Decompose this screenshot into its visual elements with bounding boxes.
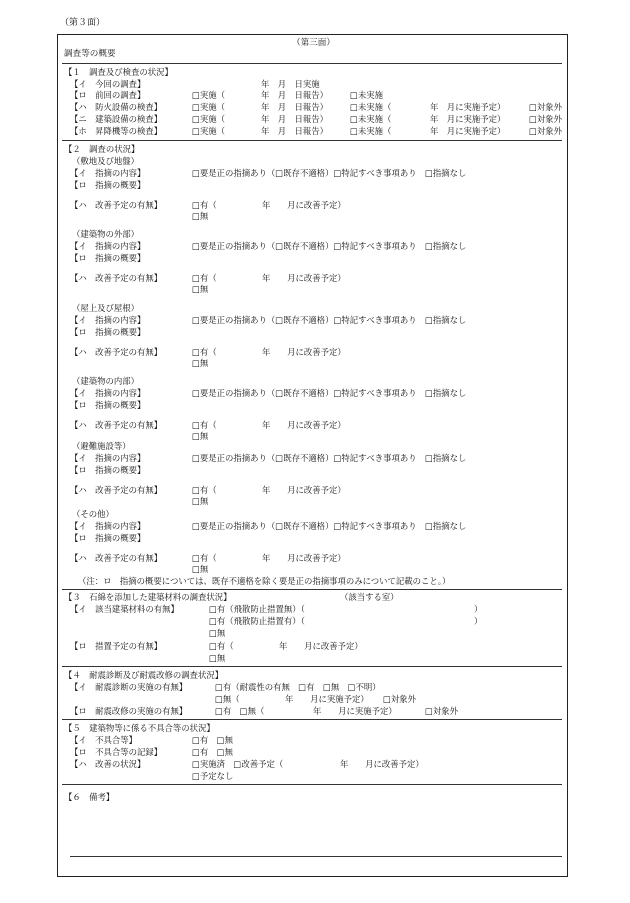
inner-page-label: （第三面） <box>292 38 335 48</box>
s2-improve-date: 年 月に改善予定） <box>262 200 346 210</box>
s2-group-title: （その他） <box>72 509 114 519</box>
s4-retrofit-date: 年 月に実施予定） <box>313 706 397 716</box>
s4-diagnosis-na[interactable]: □対象外 <box>383 694 417 704</box>
s5-record-label: 【ロ 不具合等の記録】 <box>70 747 163 757</box>
s4-retrofit-label: 【ロ 耐震改修の実施の有無】 <box>70 706 188 716</box>
s2-improve-label: 【ハ 改善予定の有無】 <box>70 420 163 430</box>
s3-measure-label: 【ロ 措置予定の有無】 <box>70 641 163 651</box>
s2-improve-yes[interactable]: □有（ <box>192 273 217 283</box>
remarks-underline <box>70 856 562 857</box>
s2-improve-no[interactable]: □無 <box>192 431 209 441</box>
s1-row-date: 年 月 日報告） <box>261 90 328 100</box>
divider <box>62 719 562 720</box>
s2-pointing-label: 【イ 指摘の内容】 <box>70 315 146 325</box>
s2-improve-date: 年 月に改善予定） <box>262 553 346 563</box>
s4-retrofit-options[interactable]: □有 □無（ <box>215 706 265 716</box>
s1-row-implemented[interactable]: □実施（ <box>192 90 226 100</box>
s1-row-label: 【イ 今回の調査】 <box>70 79 146 89</box>
s2-improve-label: 【ハ 改善予定の有無】 <box>70 200 163 210</box>
outer-page-label: （第３面） <box>60 18 106 28</box>
s1-row-planned: 年 月に実施予定） <box>430 102 506 112</box>
s2-group-title: （敷地及び地盤） <box>72 156 139 166</box>
section-1-title: 【１ 調査及び検査の状況】 <box>64 67 173 77</box>
s2-group-title: （建築物の内部） <box>72 376 139 386</box>
s2-pointing-label: 【イ 指摘の内容】 <box>70 241 146 251</box>
s3-close-paren: ） <box>474 616 483 626</box>
s1-row-implemented[interactable]: □実施（ <box>192 102 226 112</box>
s3-close-paren: ） <box>474 604 483 614</box>
s2-summary-label: 【ロ 指摘の概要】 <box>70 327 146 337</box>
s2-pointing-label: 【イ 指摘の内容】 <box>70 521 146 531</box>
s2-summary-label: 【ロ 指摘の概要】 <box>70 180 146 190</box>
s5-record-options[interactable]: □有 □無 <box>192 747 233 757</box>
s2-pointing-options[interactable]: □要是正の指摘あり（□既存不適格）□特記すべき事項あり □指摘なし <box>192 168 467 178</box>
s2-improve-label: 【ハ 改善予定の有無】 <box>70 347 163 357</box>
s2-pointing-options[interactable]: □要是正の指摘あり（□既存不適格）□特記すべき事項あり □指摘なし <box>192 315 467 325</box>
s1-row-not-applicable[interactable]: □対象外 <box>529 114 563 124</box>
s2-group-title: （避難施設等） <box>72 441 131 451</box>
s2-improve-yes[interactable]: □有（ <box>192 485 217 495</box>
s2-pointing-options[interactable]: □要是正の指摘あり（□既存不適格）□特記すべき事項あり □指摘なし <box>192 521 467 531</box>
s1-row-not-implemented[interactable]: □未実施（ <box>350 102 392 112</box>
divider <box>62 140 562 141</box>
s2-summary-label: 【ロ 指摘の概要】 <box>70 400 146 410</box>
s4-diagnosis-label: 【イ 耐震診断の実施の有無】 <box>70 682 188 692</box>
section-6-title: 【６ 備考】 <box>64 792 115 802</box>
s2-improve-no[interactable]: □無 <box>192 496 209 506</box>
s1-row-date: 年 月 日報告） <box>261 126 328 136</box>
s2-improve-yes[interactable]: □有（ <box>192 200 217 210</box>
s1-row-planned: 年 月に実施予定） <box>430 126 506 136</box>
section-3-title: 【３ 石綿を添加した建築材料の調査状況】 <box>64 592 232 602</box>
s2-improve-label: 【ハ 改善予定の有無】 <box>70 273 163 283</box>
s2-improve-date: 年 月に改善予定） <box>262 420 346 430</box>
s2-summary-label: 【ロ 指摘の概要】 <box>70 533 146 543</box>
section-2-title: 【２ 調査の状況】 <box>64 144 140 154</box>
s1-row-date: 年 月 日実施 <box>261 79 320 89</box>
s1-row-not-implemented[interactable]: □未実施（ <box>350 126 392 136</box>
s3-measure-yes[interactable]: □有（ <box>209 641 234 651</box>
s4-diagnosis-no[interactable]: □無（ <box>215 694 240 704</box>
s2-improve-no[interactable]: □無 <box>192 358 209 368</box>
s2-summary-label: 【ロ 指摘の概要】 <box>70 465 146 475</box>
s2-improve-date: 年 月に改善予定） <box>262 485 346 495</box>
s3-room-label: （該当する室） <box>340 592 399 602</box>
s5-improvement-none[interactable]: □予定なし <box>192 771 234 781</box>
s1-row-label: 【ニ 建築設備の検査】 <box>70 114 163 124</box>
section-5-title: 【５ 建築物等に係る不具合等の状況】 <box>64 723 215 733</box>
s1-row-planned: 年 月に実施予定） <box>430 114 506 124</box>
s3-material-option-1[interactable]: □有（飛散防止措置無）（ <box>209 604 305 614</box>
divider <box>62 63 562 64</box>
s2-summary-label: 【ロ 指摘の概要】 <box>70 253 146 263</box>
divider <box>62 784 562 785</box>
s5-improvement-date: 年 月に改善予定） <box>340 759 424 769</box>
s1-row-not-applicable[interactable]: □対象外 <box>529 102 563 112</box>
s1-row-implemented[interactable]: □実施（ <box>192 114 226 124</box>
s3-material-option-2[interactable]: □有（飛散防止措置有）（ <box>209 616 305 626</box>
s5-defect-label: 【イ 不具合等】 <box>70 735 137 745</box>
s1-row-date: 年 月 日報告） <box>261 102 328 112</box>
divider <box>62 666 562 667</box>
s2-improve-yes[interactable]: □有（ <box>192 347 217 357</box>
s2-improve-yes[interactable]: □有（ <box>192 553 217 563</box>
s5-improvement-options[interactable]: □実施済 □改善予定（ <box>192 759 284 769</box>
s4-diagnosis-options[interactable]: □有（耐震性の有無 □有 □無 □不明） <box>215 682 381 692</box>
s2-pointing-label: 【イ 指摘の内容】 <box>70 453 146 463</box>
s1-row-date: 年 月 日報告） <box>261 114 328 124</box>
s2-improve-label: 【ハ 改善予定の有無】 <box>70 485 163 495</box>
s4-retrofit-na[interactable]: □対象外 <box>425 706 459 716</box>
s1-row-label: 【ロ 前回の調査】 <box>70 90 146 100</box>
s2-note: （注：ロ 指摘の概要については、既存不適格を除く要是正の指摘事項のみについて記載のこと。） <box>78 576 451 586</box>
s2-improve-label: 【ハ 改善予定の有無】 <box>70 553 163 563</box>
s1-row-not-implemented[interactable]: □未実施（ <box>350 114 392 124</box>
s1-row-not-applicable[interactable]: □対象外 <box>529 126 563 136</box>
s3-measure-date: 年 月に改善予定） <box>279 641 363 651</box>
s3-measure-no[interactable]: □無 <box>209 653 226 663</box>
divider <box>62 589 562 590</box>
s2-pointing-options[interactable]: □要是正の指摘あり（□既存不適格）□特記すべき事項あり □指摘なし <box>192 388 467 398</box>
s4-diagnosis-date: 年 月に実施予定） <box>285 694 369 704</box>
s2-pointing-label: 【イ 指摘の内容】 <box>70 388 146 398</box>
s2-pointing-options[interactable]: □要是正の指摘あり（□既存不適格）□特記すべき事項あり □指摘なし <box>192 241 467 251</box>
s1-row-implemented[interactable]: □実施（ <box>192 126 226 136</box>
s2-group-title: （屋上及び屋根） <box>72 303 139 313</box>
s5-improvement-label: 【ハ 改善の状況】 <box>70 759 146 769</box>
s2-improve-no[interactable]: □無 <box>192 564 209 574</box>
s2-group-title: （建築物の外部） <box>72 229 139 239</box>
section-4-title: 【４ 耐震診断及び耐震改修の調査状況】 <box>64 670 224 680</box>
s3-material-label: 【イ 該当建築材料の有無】 <box>70 604 179 614</box>
s1-row-label: 【ホ 昇降機等の検査】 <box>70 126 163 136</box>
s5-defect-options[interactable]: □有 □無 <box>192 735 233 745</box>
s2-improve-no[interactable]: □無 <box>192 211 209 221</box>
s1-row-not-implemented[interactable]: □未実施 <box>350 90 384 100</box>
form-title: 調査等の概要 <box>64 49 116 59</box>
s2-pointing-label: 【イ 指摘の内容】 <box>70 168 146 178</box>
s2-improve-date: 年 月に改善予定） <box>262 347 346 357</box>
s2-improve-date: 年 月に改善予定） <box>262 273 346 283</box>
s2-improve-yes[interactable]: □有（ <box>192 420 217 430</box>
s1-row-label: 【ハ 防火設備の検査】 <box>70 102 163 112</box>
s2-pointing-options[interactable]: □要是正の指摘あり（□既存不適格）□特記すべき事項あり □指摘なし <box>192 453 467 463</box>
s3-material-no[interactable]: □無 <box>209 628 226 638</box>
s2-improve-no[interactable]: □無 <box>192 284 209 294</box>
